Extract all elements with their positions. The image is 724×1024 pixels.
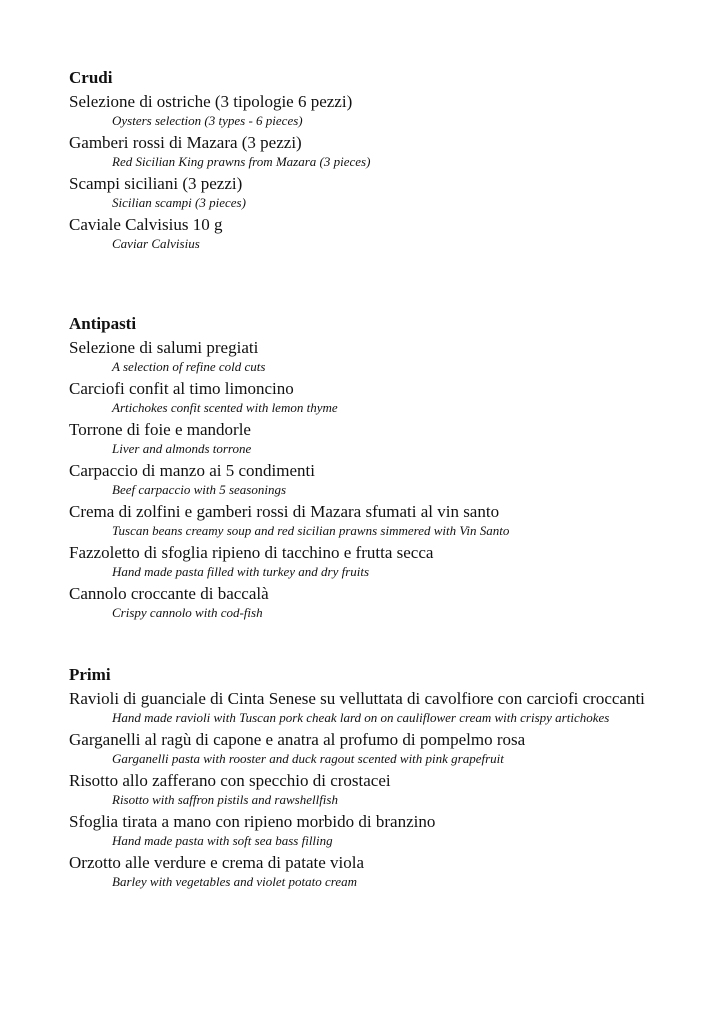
dish-name-italian: Garganelli al ragù di capone e anatra al profumo di pompelmo rosa: [69, 730, 526, 749]
dish-name-english: Sicilian scampi (3 pieces): [112, 195, 246, 210]
dish-name-italian: Selezione di ostriche (3 tipologie 6 pezzi): [69, 92, 353, 111]
dish-name-italian: Fazzoletto di sfoglia ripieno di tacchino e frutta secca: [69, 543, 434, 562]
dish-name-english: Liver and almonds torrone: [112, 441, 252, 456]
dish-item: [69, 541, 684, 582]
dish-name-english: Crispy cannolo with cod-fish: [112, 605, 263, 620]
dish-name-english: Tuscan beans creamy soup and red sicilian prawns simmered with Vin Santo: [112, 523, 510, 538]
dish-item: [69, 500, 684, 541]
dish-name-italian: Scampi siciliani (3 pezzi): [69, 174, 243, 193]
dish-item: [69, 418, 684, 459]
dish-item: [69, 582, 684, 623]
dish-item: [69, 687, 684, 728]
section-title: Crudi: [69, 68, 113, 87]
section-crudi: [69, 66, 684, 254]
section-antipasti: [69, 312, 684, 623]
dish-name-italian: Selezione di salumi pregiati: [69, 338, 259, 357]
dish-name-italian: Cannolo croccante di baccalà: [69, 584, 269, 603]
dish-name-english: Red Sicilian King prawns from Mazara (3 pieces): [112, 154, 371, 169]
dish-item: [69, 769, 684, 810]
dish-item: [69, 728, 684, 769]
dish-item: [69, 90, 684, 131]
dish-name-italian: Risotto allo zafferano con specchio di crostacei: [69, 771, 391, 790]
dish-item: [69, 213, 684, 254]
section-title: Primi: [69, 665, 111, 684]
dish-name-italian: Carpaccio di manzo ai 5 condimenti: [69, 461, 315, 480]
dish-name-english: Beef carpaccio with 5 seasonings: [112, 482, 287, 497]
dish-name-english: Oysters selection (3 types - 6 pieces): [112, 113, 303, 128]
dish-name-italian: Torrone di foie e mandorle: [69, 420, 251, 439]
dish-item: [69, 131, 684, 172]
dish-item: [69, 377, 684, 418]
dish-name-english: Risotto with saffron pistils and rawshellfish: [112, 792, 338, 807]
dish-name-english: Caviar Calvisius: [112, 236, 200, 251]
dish-name-italian: Ravioli di guanciale di Cinta Senese su velluttata di cavolfiore con carciofi croccanti: [69, 689, 645, 708]
dish-item: [69, 336, 684, 377]
dish-item: [69, 810, 684, 851]
dish-item: [69, 851, 684, 892]
dish-name-italian: Gamberi rossi di Mazara (3 pezzi): [69, 133, 302, 152]
dish-name-italian: Sfoglia tirata a mano con ripieno morbido di branzino: [69, 812, 436, 831]
dish-name-english: Hand made ravioli with Tuscan pork cheak lard on on cauliflower cream with crispy artichokes: [112, 710, 610, 725]
dish-name-italian: Crema di zolfini e gamberi rossi di Mazara sfumati al vin santo: [69, 502, 500, 521]
dish-name-italian: Orzotto alle verdure e crema di patate viola: [69, 853, 364, 872]
section-primi: [69, 663, 684, 892]
dish-name-english: Hand made pasta with soft sea bass filling: [112, 833, 333, 848]
dish-name-italian: Carciofi confit al timo limoncino: [69, 379, 294, 398]
dish-item: [69, 459, 684, 500]
dish-name-english: Garganelli pasta with rooster and duck ragout scented with pink grapefruit: [112, 751, 504, 766]
dish-name-italian: Caviale Calvisius 10 g: [69, 215, 223, 234]
dish-name-english: Barley with vegetables and violet potato cream: [112, 874, 358, 889]
dish-name-english: A selection of refine cold cuts: [112, 359, 266, 374]
section-title: Antipasti: [69, 314, 137, 333]
dish-item: [69, 172, 684, 213]
dish-name-english: Hand made pasta filled with turkey and dry fruits: [112, 564, 370, 579]
dish-name-english: Artichokes confit scented with lemon thyme: [112, 400, 338, 415]
